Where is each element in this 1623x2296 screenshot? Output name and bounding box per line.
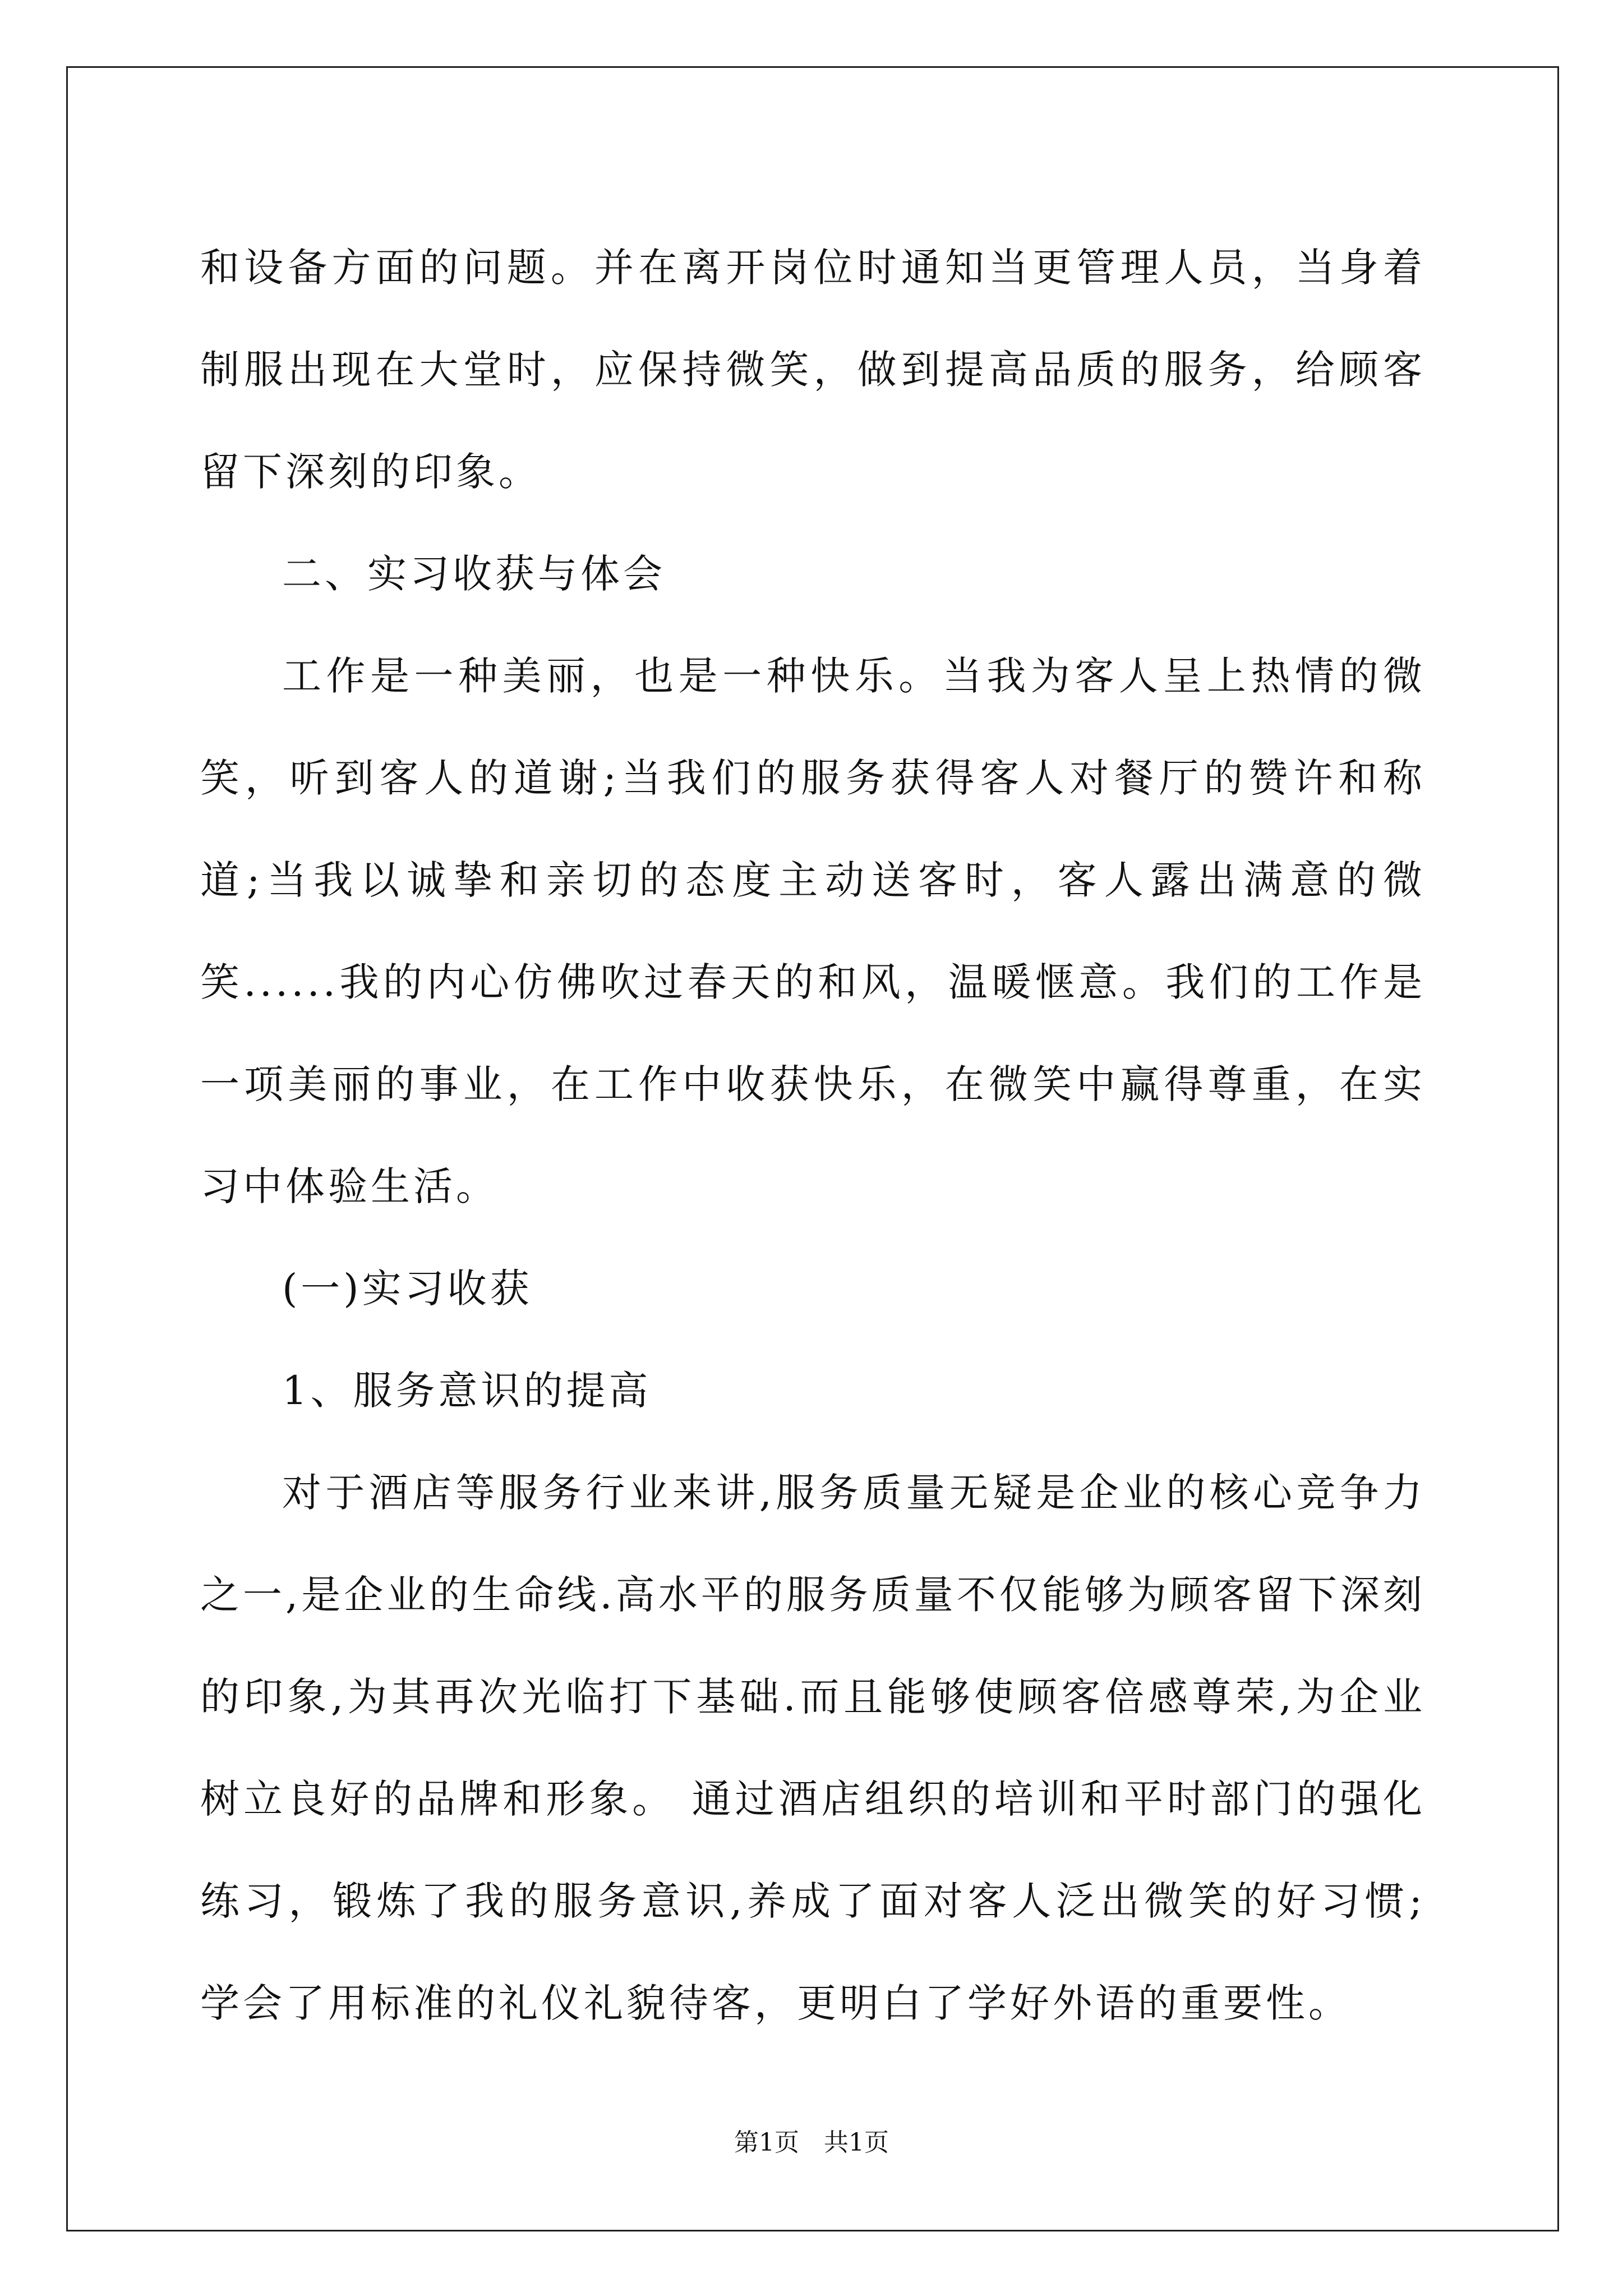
- section-heading-gains: 二、实习收获与体会: [282, 551, 666, 597]
- paragraph-continuation: 和设备方面的问题。并在离开岗位时通知当更管理人员，当身着制服出现在大堂时，应保持微笑，做到提高品质的服务，给顾客留下深刻的印象。: [200, 245, 1426, 495]
- document-body: [200, 217, 1426, 2054]
- paragraph-service-quality: 对于酒店等服务行业来讲,服务质量无疑是企业的核心竞争力之一,是企业的生命线.高水平的服务质量不仅能够为顾客留下深刻的印象,为其再次光临打下基础.而且能够使顾客倍感尊荣,为企业树立良好的品牌和形象。 通过酒店组织的培训和平时部门的强化练习，锻炼了我的服务意识,养成了面对客人泛出微笑的好习惯;学会了用标准的礼仪礼貌待客，更明白了学好外语的重要性。: [200, 1470, 1426, 2026]
- page-footer: 第1页 共1页: [734, 2128, 889, 2157]
- item-heading-service-awareness: 1、服务意识的提高: [282, 1368, 652, 1414]
- subsection-heading-gains: (一)实习收获: [282, 1266, 533, 1312]
- paragraph-work-joy: 工作是一种美丽，也是一种快乐。当我为客人呈上热情的微笑，听到客人的道谢;当我们的服务获得客人对餐厅的赞许和称道;当我以诚挚和亲切的态度主动送客时，客人露出满意的微笑......我的内心仿佛吹过春天的和风，温暖惬意。我们的工作是一项美丽的事业，在工作中收获快乐，在微笑中赢得尊重，在实习中体验生活。: [200, 653, 1426, 1209]
